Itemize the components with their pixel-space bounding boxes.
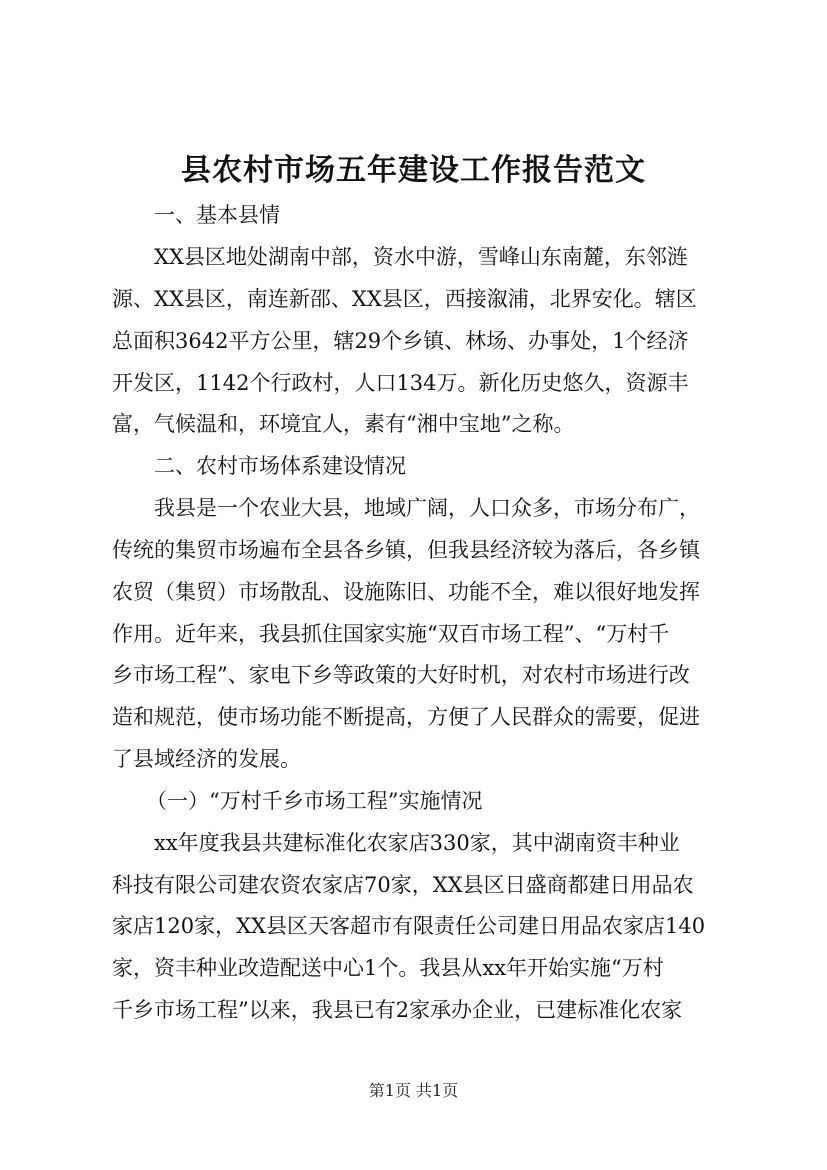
paragraph-line: 富，气候温和，环境宜人，素有“湘中宝地”之称。 [112,412,575,436]
paragraph-line: 家，资丰种业改造配送中心1个。我县从xx年开始实施“万村 [112,956,664,980]
paragraph-line: 家店120家，XX县区天客超市有限责任公司建日用品农家店140 [112,914,706,938]
paragraph-line: 源、XX县区，南连新邵、XX县区，西接溆浦，北界安化。辖区 [112,287,697,311]
paragraph-line: xx年度我县共建标准化农家店330家，其中湖南资丰种业 [154,831,680,855]
paragraph-line: 传统的集贸市场遍布全县各乡镇，但我县经济较为落后，各乡镇 [112,538,700,562]
paragraph-line: 乡市场工程”、家电下乡等政策的大好时机，对农村市场进行改 [112,663,690,687]
section-heading-1: 一、基本县情 [154,203,280,227]
page-footer: 第1页 共1页 [368,1081,459,1100]
section-heading-2: 二、农村市场体系建设情况 [154,454,406,478]
paragraph-line: 我县是一个农业大县，地域广阔，人口众多，市场分布广， [154,496,700,520]
paragraph-line: 了县域经济的发展。 [112,747,301,771]
paragraph-line: 开发区，1142个行政村，人口134万。新化历史悠久，资源丰 [112,371,689,395]
paragraph-line: 总面积3642平方公里，辖29个乡镇、林场、办事处，1个经济 [112,329,689,353]
paragraph-line: XX县区地处湖南中部，资水中游，雪峰山东南麓，东邻涟 [154,245,688,269]
paragraph-line: 作用。近年来，我县抓住国家实施“双百市场工程”、“万村千 [112,622,670,646]
paragraph-line: 造和规范，使市场功能不断提高，方便了人民群众的需要，促进 [112,705,700,729]
paragraph-line: 农贸（集贸）市场散乱、设施陈旧、功能不全，难以很好地发挥 [112,580,700,604]
document-title: 县农村市场五年建设工作报告范文 [181,153,646,188]
paragraph-line: 千乡市场工程”以来，我县已有2家承办企业，已建标准化农家 [112,998,683,1022]
section-heading-3: （一）“万村千乡市场工程”实施情况 [146,789,483,813]
paragraph-line: 科技有限公司建农资农家店70家，XX县区日盛商都建日用品农 [112,873,694,897]
